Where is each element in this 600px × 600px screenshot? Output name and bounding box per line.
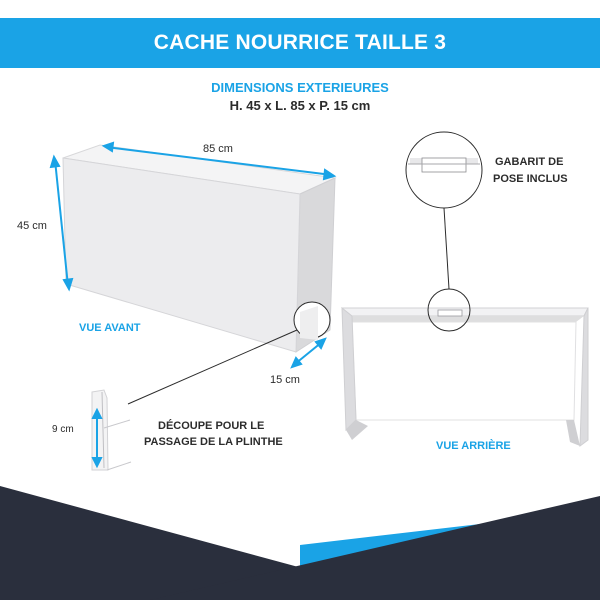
template-zoom-circle [406, 132, 482, 208]
cutout-text-line1: DÉCOUPE POUR LE [158, 420, 265, 432]
cutout-text [158, 418, 264, 434]
dimensions-value: H. 45 x L. 85 x P. 15 cm [229, 98, 371, 113]
template-connector [444, 208, 449, 289]
front-view-label: VUE AVANT [79, 322, 141, 334]
product-title: CACHE NOURRICE TAILLE 3 [153, 31, 447, 54]
width-label: 85 cm [203, 143, 233, 155]
back-view-label: VUE ARRIÈRE [436, 440, 511, 452]
depth-label: 15 cm [270, 374, 300, 386]
back-view-box [342, 308, 588, 446]
cutout-height-label: 9 cm [52, 424, 74, 435]
cutout-connector [128, 330, 297, 404]
template-text-line2: POSE INCLUS [493, 173, 568, 185]
cutout-text-2 [144, 434, 283, 450]
cutout-text-line2: PASSAGE DE LA PLINTHE [144, 436, 283, 448]
height-label: 45 cm [17, 220, 47, 232]
dimensions-heading: DIMENSIONS EXTERIEURES [211, 80, 389, 95]
template-text-line1: GABARIT DE [495, 156, 564, 168]
